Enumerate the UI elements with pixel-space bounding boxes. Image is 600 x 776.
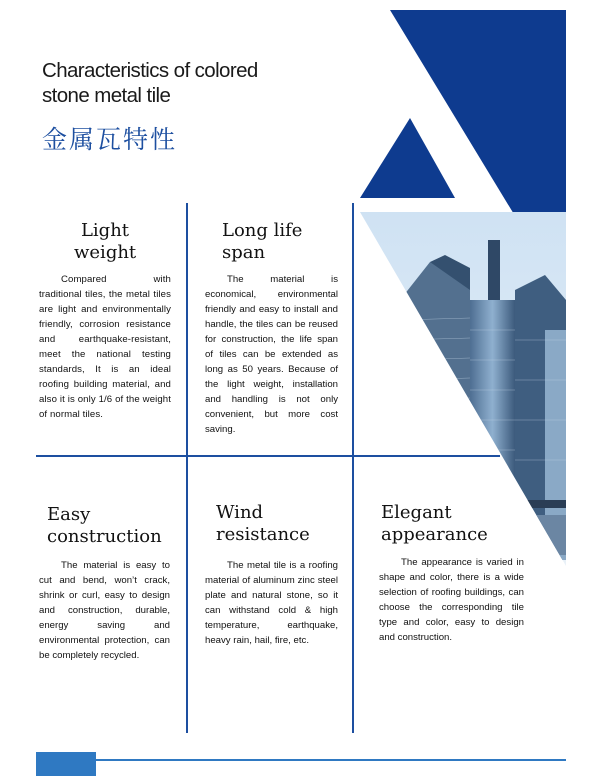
feature-heading-line-1: Wind [216, 502, 264, 523]
feature-heading [74, 220, 136, 264]
feature-heading-line-1: Easy [47, 504, 91, 525]
page-title-line-1: Characteristics of colored [42, 59, 258, 82]
blue-triangle-small [360, 118, 455, 198]
page-title [42, 58, 342, 108]
feature-heading [47, 504, 162, 548]
feature-heading-line-2: construction [47, 526, 162, 547]
grid-divider-h [36, 455, 500, 457]
feature-heading-line-2: weight [74, 242, 137, 263]
footer-accent-block [36, 752, 96, 776]
feature-heading-line-1: Long life [222, 220, 303, 241]
grid-divider-v2 [352, 203, 354, 733]
feature-heading-line-2: span [222, 242, 266, 263]
feature-text: Compared with traditional tiles, the metal tiles are light and environmentally friendly, corrosion resistance and earthquake-resistant, meet the national testing standards, It is an ideal roofing building material, and also it is only 1/6 of the weight of normal tiles. [39, 274, 171, 420]
feature-heading-line-2: resistance [216, 524, 310, 545]
feature-heading-line-1: Light [80, 220, 130, 241]
page-title-line-2: stone metal tile [42, 84, 171, 107]
feature-text: The appearance is varied in shape and color, there is a wide selection of roofing buildings, can choose the corresponding tile type and color, easy to design and construction. [379, 557, 524, 643]
feature-heading [222, 220, 302, 264]
feature-text: The material is economical, environmental friendly and easy to install and handle, the tiles can be reused for construction, the life span of tiles can be extended as long as 50 years. Because of the light weight, installation and handling is not only convenient, but more cost saving. [205, 274, 338, 435]
feature-text: The material is easy to cut and bend, won’t crack, shrink or curl, easy to design and construction, durable, energy saving and environmental protection, can be completely recycled. [39, 560, 170, 661]
feature-heading [381, 502, 488, 546]
feature-heading-line-2: appearance [381, 524, 488, 545]
page-title-chinese: 金属瓦特性 [42, 125, 178, 154]
feature-heading [216, 502, 310, 546]
feature-heading-line-1: Elegant [381, 502, 452, 523]
feature-text: The metal tile is a roofing material of aluminum zinc steel plate and natural stone, so it can withstand cold & high temperature, earthquake, heavy rain, hail, fire, etc. [205, 560, 338, 646]
footer-rule [96, 759, 566, 761]
grid-divider-v1 [186, 203, 188, 733]
